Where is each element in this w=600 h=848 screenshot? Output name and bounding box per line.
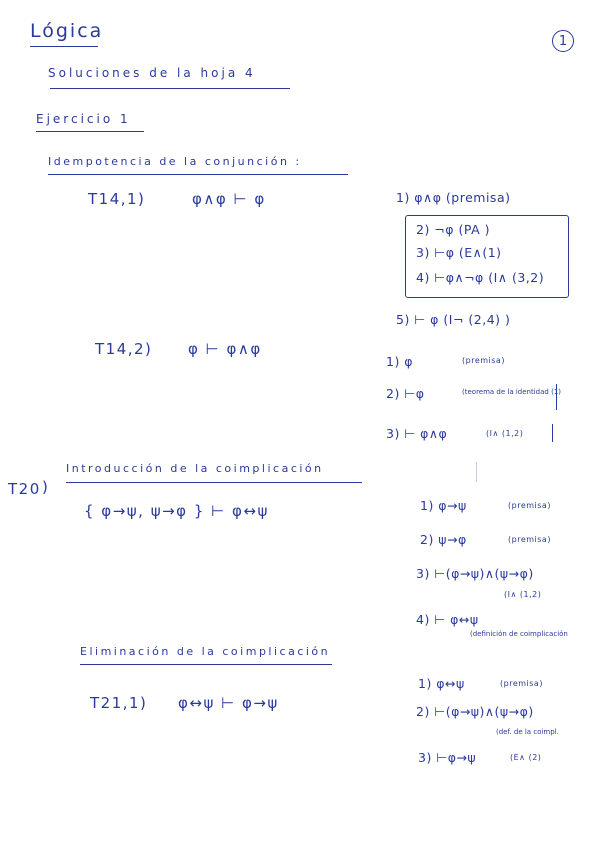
t14-2-step-2-note: (teorema de la identidad (1) <box>462 388 562 396</box>
t20-step-3: 3) ⊢(φ→ψ)∧(ψ→φ) <box>416 566 534 581</box>
t20-statement: { φ→ψ, ψ→φ } ⊢ φ↔ψ <box>84 502 269 520</box>
t14-1-step-1: 1) φ∧φ (premisa) <box>396 190 511 205</box>
t14-1-step-3: 3) ⊢φ (E∧(1) <box>416 245 502 260</box>
t14-1-step-5: 5) ⊢ φ (I¬ (2,4) ) <box>396 312 511 327</box>
t14-1-step-4: 4) ⊢φ∧¬φ (I∧ (3,2) <box>416 270 545 285</box>
t21-heading-underline <box>80 664 332 665</box>
t20-tag: T20 <box>8 480 41 498</box>
subtitle-underline <box>50 88 290 89</box>
t21-step-2: 2) ⊢(φ→ψ)∧(ψ→φ) <box>416 704 534 719</box>
t21-label: T21,1) <box>90 694 148 712</box>
t20-heading-underline <box>66 482 362 483</box>
t20-step-4: 4) ⊢ φ↔ψ <box>416 612 479 627</box>
t21-heading: Eliminación de la coimplicación <box>80 645 331 658</box>
t14-2-step-3-bracket <box>552 424 553 442</box>
t20-heading: Introducción de la coimplicación <box>66 462 324 475</box>
t20-step-1: 1) φ→ψ <box>420 498 467 513</box>
t14-2-step-2: 2) ⊢φ <box>386 386 425 401</box>
t20-step-2: 2) ψ→φ <box>420 532 467 547</box>
t14-1-step-2: 2) ¬φ (PA ) <box>416 222 491 237</box>
section-idempotencia-underline <box>48 174 348 175</box>
exercise-heading: Ejercicio 1 <box>36 112 131 126</box>
t14-2-step-3-note: (I∧ (1,2) <box>486 429 524 438</box>
faint-mark <box>476 462 477 482</box>
t21-step-3: 3) ⊢φ→ψ <box>418 750 477 765</box>
t14-1-label: T14,1) <box>88 190 146 208</box>
t14-2-statement: φ ⊢ φ∧φ <box>188 340 262 358</box>
t21-step-1-note: (premisa) <box>500 679 543 688</box>
sheet-subtitle: Soluciones de la hoja 4 <box>48 66 256 80</box>
exercise-underline <box>36 131 144 132</box>
t21-step-1: 1) φ↔ψ <box>418 676 465 691</box>
t21-step-3-note: (E∧ (2) <box>510 753 542 762</box>
t20-step-1-note: (premisa) <box>508 501 551 510</box>
page-title: Lógica <box>30 20 104 42</box>
t21-step-2-note: (def. de la coimpl. <box>496 728 559 736</box>
t20-step-2-note: (premisa) <box>508 535 551 544</box>
title-underline <box>30 46 98 47</box>
page-number: 1 <box>552 30 574 52</box>
t20-step-3-note: (I∧ (1,2) <box>504 590 542 599</box>
t14-2-step-3: 3) ⊢ φ∧φ <box>386 426 448 441</box>
section-idempotencia: Idempotencia de la conjunción : <box>48 155 302 168</box>
t20-bracket: ) <box>42 478 50 496</box>
t14-2-step-2-bracket <box>556 384 557 410</box>
t14-2-label: T14,2) <box>95 340 153 358</box>
t14-2-step-1-note: (premisa) <box>462 356 505 365</box>
t21-statement: φ↔ψ ⊢ φ→ψ <box>178 694 279 712</box>
t14-1-statement: φ∧φ ⊢ φ <box>192 190 266 208</box>
t14-2-step-1: 1) φ <box>386 354 414 369</box>
t20-step-4-note: (definición de coimplicación <box>470 630 568 638</box>
